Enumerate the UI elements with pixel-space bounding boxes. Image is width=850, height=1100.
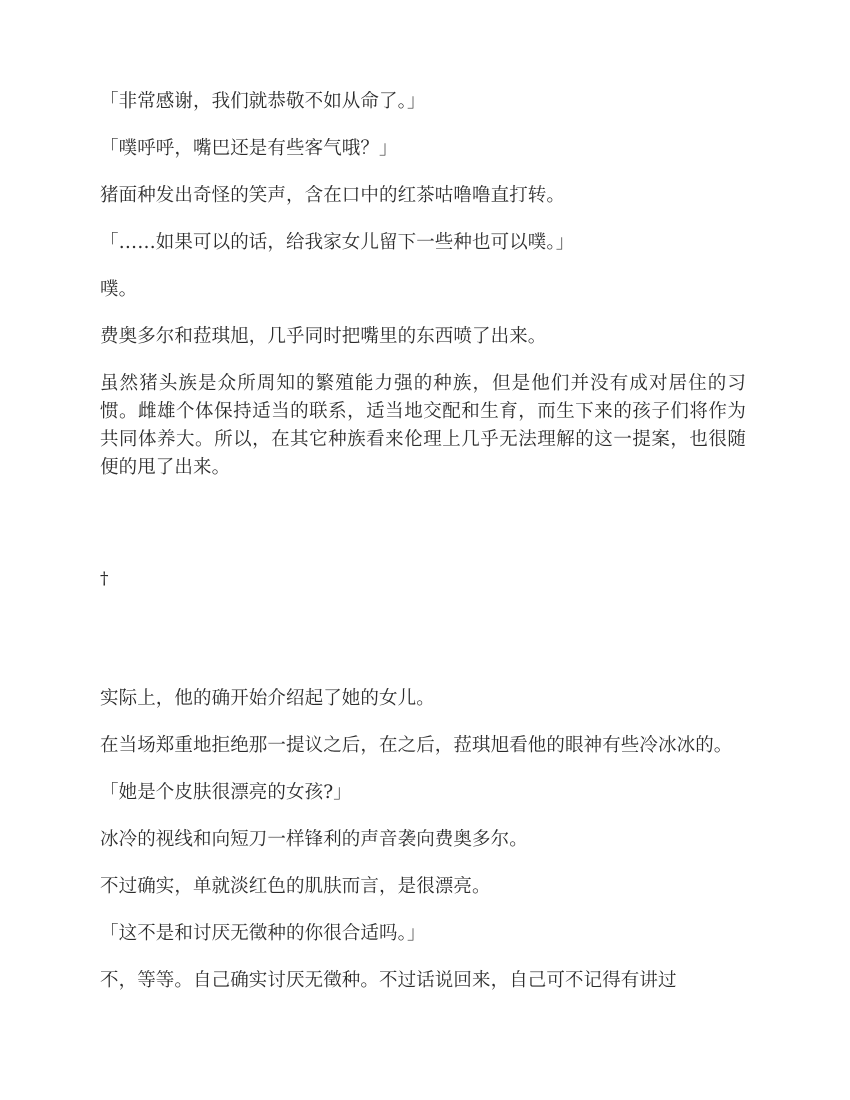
- paragraph-narration-laugh: 猪面种发出奇怪的笑声，含在口中的红茶咕噜噜直打转。: [100, 185, 566, 206]
- paragraph-narration-cold-eyes: 在当场郑重地拒绝那一提议之后，在之后，菈琪旭看他的眼神有些冷冰冰的。: [100, 735, 733, 756]
- paragraph-narration-sharp-voice: 冰冷的视线和向短刀一样锋利的声音袭向费奥多尔。: [100, 829, 528, 850]
- paragraph-dialogue-suits-you: 「这不是和讨厌无徵种的你很合适吗。」: [100, 923, 426, 944]
- text-column: [100, 88, 746, 995]
- paragraph-dialogue-pretty-skin: 「她是个皮肤很漂亮的女孩?」: [100, 782, 352, 803]
- paragraph-narration-spit: 费奥多尔和菈琪旭，几乎同时把嘴里的东西喷了出来。: [100, 326, 547, 347]
- paragraph-dialogue-thanks: 「非常感谢，我们就恭敬不如从命了。」: [100, 91, 426, 112]
- paragraph-dialogue-chuckle: 「噗呼呼，嘴巴还是有些客气哦？」: [100, 138, 398, 159]
- paragraph-interjection-pu: 噗。: [100, 279, 138, 300]
- paragraph-narration-wait-no: 不，等等。自己确实讨厌无徵种。不过话说回来，自己可不记得有讲过: [100, 970, 677, 991]
- scene-break-dagger-icon: †: [100, 569, 109, 589]
- scene-break-spacer-top: [100, 501, 746, 565]
- paragraph-narration-pigfolk-customs: 虽然猪头族是众所周知的繁殖能力强的种族，但是他们并没有成对居住的习惯。雌雄个体保持适当的联系，适当地交配和生育，而生下来的孩子们将作为共同体养大。所以，在其它种族看来伦理上几乎无法理解的这一提案，也很随便的甩了出来。: [100, 373, 746, 478]
- paragraph-narration-indeed-pretty: 不过确实，单就淡红色的肌肤而言，是很漂亮。: [100, 876, 491, 897]
- scene-break-spacer-bottom: [100, 593, 746, 685]
- paragraph-narration-introduce-daughter: 实际上，他的确开始介绍起了她的女儿。: [100, 688, 435, 709]
- paragraph-dialogue-request: 「……如果可以的话，给我家女儿留下一些种也可以噗。」: [100, 232, 575, 253]
